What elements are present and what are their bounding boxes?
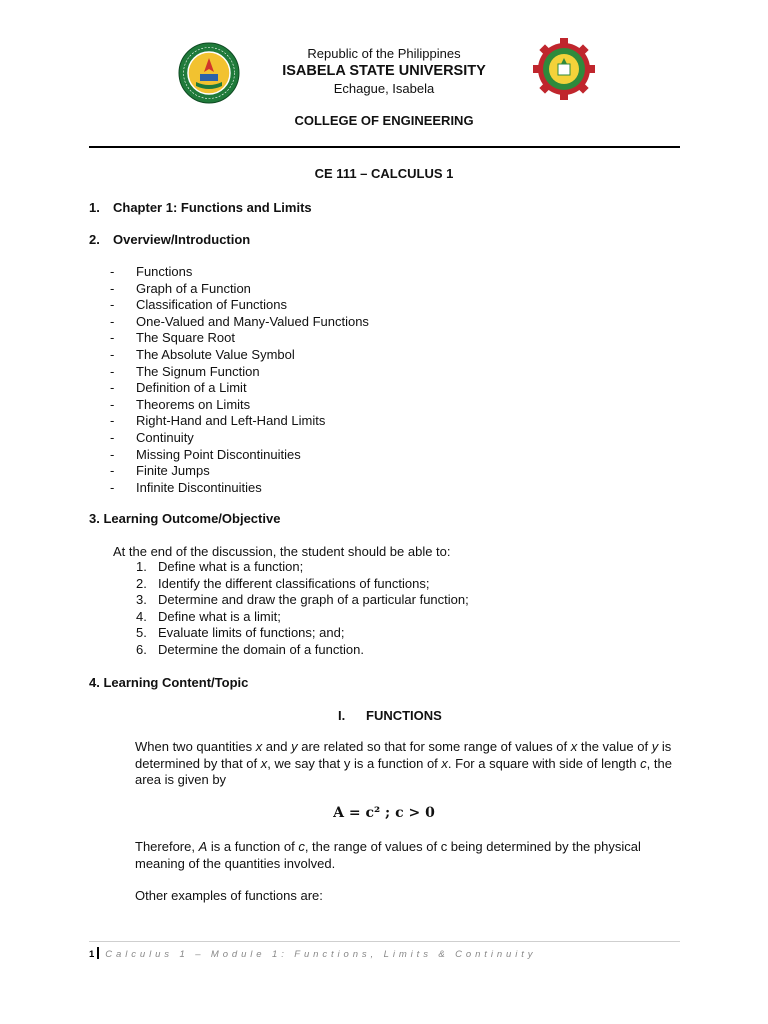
- list-item: - Classification of Functions: [110, 297, 288, 313]
- topic-title: FUNCTIONS: [366, 708, 442, 723]
- footer-rule: [89, 941, 680, 942]
- list-item: - The Square Root: [110, 330, 236, 346]
- list-item: - Theorems on Limits: [110, 396, 251, 412]
- list-item: - Infinite Discontinuities: [110, 479, 262, 495]
- section-3-heading: 3. Learning Outcome/Objective: [89, 511, 281, 526]
- isabela-state-university-seal: [178, 42, 240, 104]
- course-title: CE 111 – CALCULUS 1: [314, 166, 454, 181]
- area-formula: A = c² ; c > 0: [333, 805, 435, 821]
- section-1-number: 1.: [89, 200, 100, 215]
- section-4-heading: 4. Learning Content/Topic: [89, 675, 249, 690]
- paragraph-3: Other examples of functions are:: [135, 888, 323, 903]
- republic-line: Republic of the Philippines: [307, 46, 461, 61]
- paragraph-1: When two quantities x and y are related so that for some range of values of x the value of y is determined by that of x, we say that y is a function of x. For a square with side of length c, the area is given by: [135, 739, 672, 788]
- list-item: - Graph of a Function: [110, 280, 251, 296]
- footer-separator: [97, 947, 99, 959]
- topic-roman: I.: [338, 708, 346, 723]
- list-item: 4. Define what is a limit;: [136, 608, 281, 624]
- list-item: - The Absolute Value Symbol: [110, 346, 295, 362]
- overview-list: [110, 264, 369, 496]
- list-item: 1. Define what is a function;: [136, 559, 304, 574]
- section-1-title: Chapter 1: Functions and Limits: [113, 200, 312, 215]
- objectives-list: [136, 559, 469, 659]
- list-item: 5. Evaluate limits of functions; and;: [136, 625, 345, 641]
- page-number: 1: [89, 949, 95, 960]
- section-2-heading: [89, 232, 250, 247]
- college-of-engineering-seal: [533, 38, 595, 100]
- list-item: - Missing Point Discontinuities: [110, 446, 301, 462]
- university-location: Echague, Isabela: [333, 81, 435, 96]
- section-1-heading: [89, 200, 312, 215]
- list-item: - Definition of a Limit: [110, 380, 247, 396]
- paragraph-2: Therefore, A is a function of c, the range of values of c being determined by the physical meaning of the quantities involved.: [135, 839, 641, 871]
- list-item: 2. Identify the different classifications of functions;: [136, 575, 430, 591]
- topic-heading: [338, 708, 442, 723]
- list-item: - Functions: [110, 264, 193, 279]
- list-item: - Right-Hand and Left-Hand Limits: [110, 413, 326, 429]
- section-2-title: Overview/Introduction: [113, 232, 251, 247]
- footer-text: Calculus 1 – Module 1: Functions, Limits & Continuity: [105, 949, 537, 960]
- college-name: COLLEGE OF ENGINEERING: [294, 113, 474, 128]
- section-2-number: 2.: [89, 232, 100, 247]
- list-item: 6. Determine the domain of a function.: [136, 641, 364, 657]
- list-item: - One-Valued and Many-Valued Functions: [110, 313, 369, 329]
- university-name: ISABELA STATE UNIVERSITY: [282, 63, 486, 79]
- page-footer: [89, 947, 536, 960]
- list-item: - Continuity: [110, 429, 194, 445]
- list-item: - The Signum Function: [110, 363, 260, 379]
- list-item: - Finite Jumps: [110, 463, 210, 479]
- list-item: 3. Determine and draw the graph of a particular function;: [136, 592, 469, 608]
- header-rule: [89, 146, 680, 148]
- objectives-intro: At the end of the discussion, the student should be able to:: [113, 544, 451, 559]
